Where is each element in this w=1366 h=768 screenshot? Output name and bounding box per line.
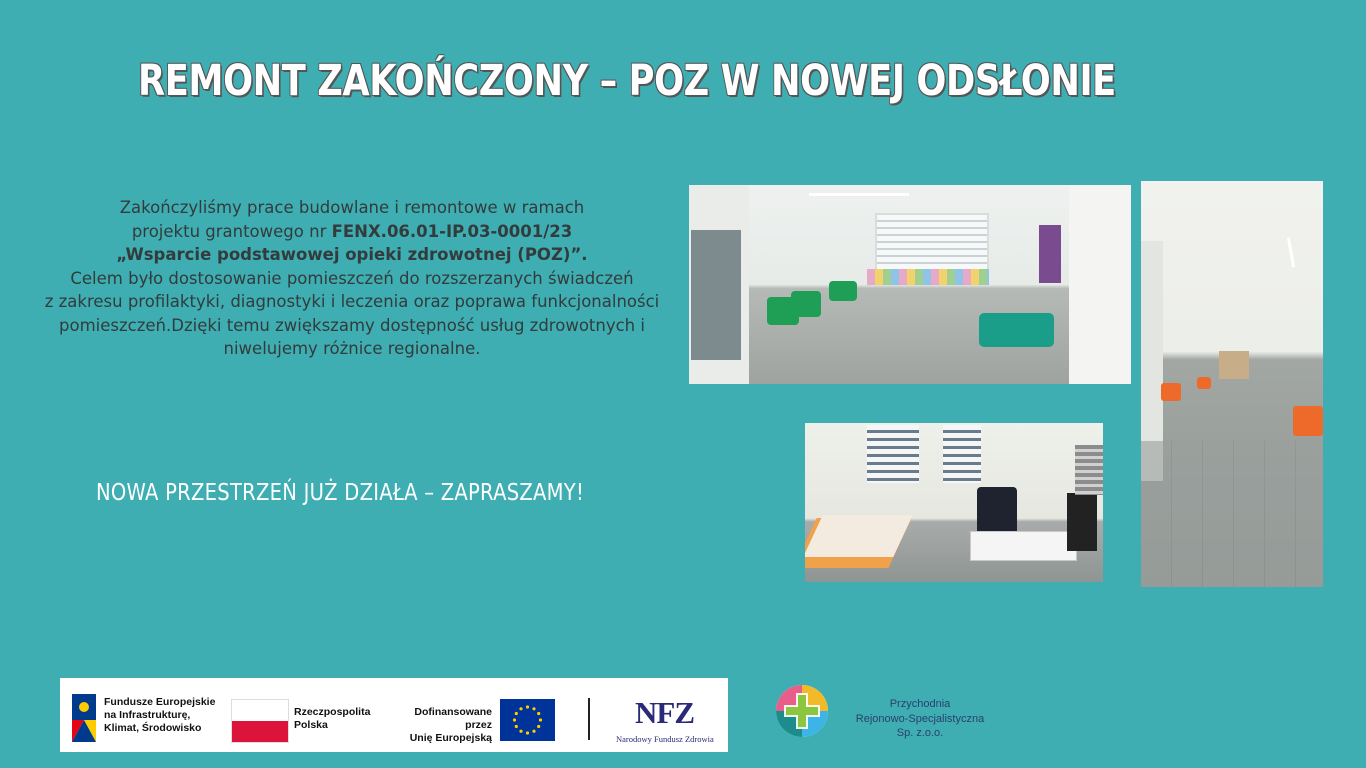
clinic-name xyxy=(840,697,1000,741)
photo-chair xyxy=(1161,383,1181,401)
eu-line: Unię Europejską xyxy=(409,732,492,744)
funds-line: Fundusze Europejskie xyxy=(104,696,216,708)
eu-flag-icon xyxy=(500,699,555,741)
funds-line: na Infrastrukturę, xyxy=(104,709,191,721)
logo-divider xyxy=(588,698,590,740)
description-line: z zakresu profilaktyki, diagnostyki i leczenia oraz poprawa funkcjonalności xyxy=(44,292,660,311)
clinic-logo-icon xyxy=(775,684,829,738)
eu-line: Dofinansowane przez xyxy=(414,706,492,731)
photo-corridor xyxy=(1141,181,1323,587)
photo-bench xyxy=(979,313,1054,347)
photo-light xyxy=(1287,237,1295,267)
project-description xyxy=(22,196,682,361)
photo-window xyxy=(943,425,981,483)
photo-wall xyxy=(1069,185,1131,384)
photo-fence xyxy=(867,269,989,285)
photo-door xyxy=(1219,351,1249,379)
description-line: Celem było dostosowanie pomieszczeń do rozszerzanych świadczeń xyxy=(70,268,634,288)
poland-line: Rzeczpospolita xyxy=(294,706,371,718)
photo-waiting-area xyxy=(689,185,1131,384)
photo-chair xyxy=(829,281,857,301)
description-line: Zakończyliśmy prace budowlane i remontowe w ramach xyxy=(119,198,585,217)
funding-logos-bar xyxy=(60,678,728,752)
eu-label xyxy=(388,706,492,745)
photo-window xyxy=(867,425,919,483)
invitation-text: NOWA PRZESTRZEŃ JUŻ DZIAŁA – ZAPRASZAMY! xyxy=(96,480,585,506)
photo-chair xyxy=(1293,406,1323,436)
photo-monitor xyxy=(1067,493,1097,551)
photo-desk xyxy=(970,531,1077,561)
project-name xyxy=(22,243,682,267)
european-funds-logo-icon xyxy=(70,690,98,746)
clinic-line: Przychodnia xyxy=(889,698,951,710)
description-line: niwelujemy różnice regionalne. xyxy=(223,339,481,358)
photo-chair xyxy=(1197,377,1211,389)
project-name-text: „Wsparcie podstawowej opieki zdrowotnej (POZ)”. xyxy=(116,245,588,264)
page-title: REMONT ZAKOŃCZONY – POZ W NOWEJ ODSŁONIE xyxy=(138,56,1116,106)
poland-line: Polska xyxy=(294,719,328,731)
clinic-line: Rejonowo-Specjalistyczna xyxy=(855,712,985,725)
poland-label xyxy=(294,706,370,732)
photo-exam-bed xyxy=(805,515,913,557)
photo-poster xyxy=(1039,225,1061,283)
photo-floor xyxy=(1141,441,1323,587)
clinic-line: Sp. z.o.o. xyxy=(896,727,944,739)
photo-chair xyxy=(791,291,821,317)
funds-line: Klimat, Środowisko xyxy=(104,722,202,734)
funds-label xyxy=(104,696,215,735)
description-text: projektu grantowego nr xyxy=(131,221,332,241)
photo-doorway xyxy=(691,230,741,360)
photo-chair xyxy=(977,487,1017,537)
photo-exam-room xyxy=(805,423,1103,582)
polish-flag-icon xyxy=(231,699,289,743)
nfz-full-name: Narodowy Fundusz Zdrowia xyxy=(616,734,714,744)
grant-number: FENX.06.01-IP.03-0001/23 xyxy=(331,221,573,241)
photo-shelf xyxy=(1075,445,1103,495)
description-line xyxy=(22,220,682,244)
photo-light xyxy=(809,193,909,196)
description-line: pomieszczeń.Dzięki temu zwiększamy dostępność usług zdrowotnych i xyxy=(59,315,645,335)
photo-window xyxy=(875,213,989,275)
nfz-logo: NFZ xyxy=(635,695,694,730)
